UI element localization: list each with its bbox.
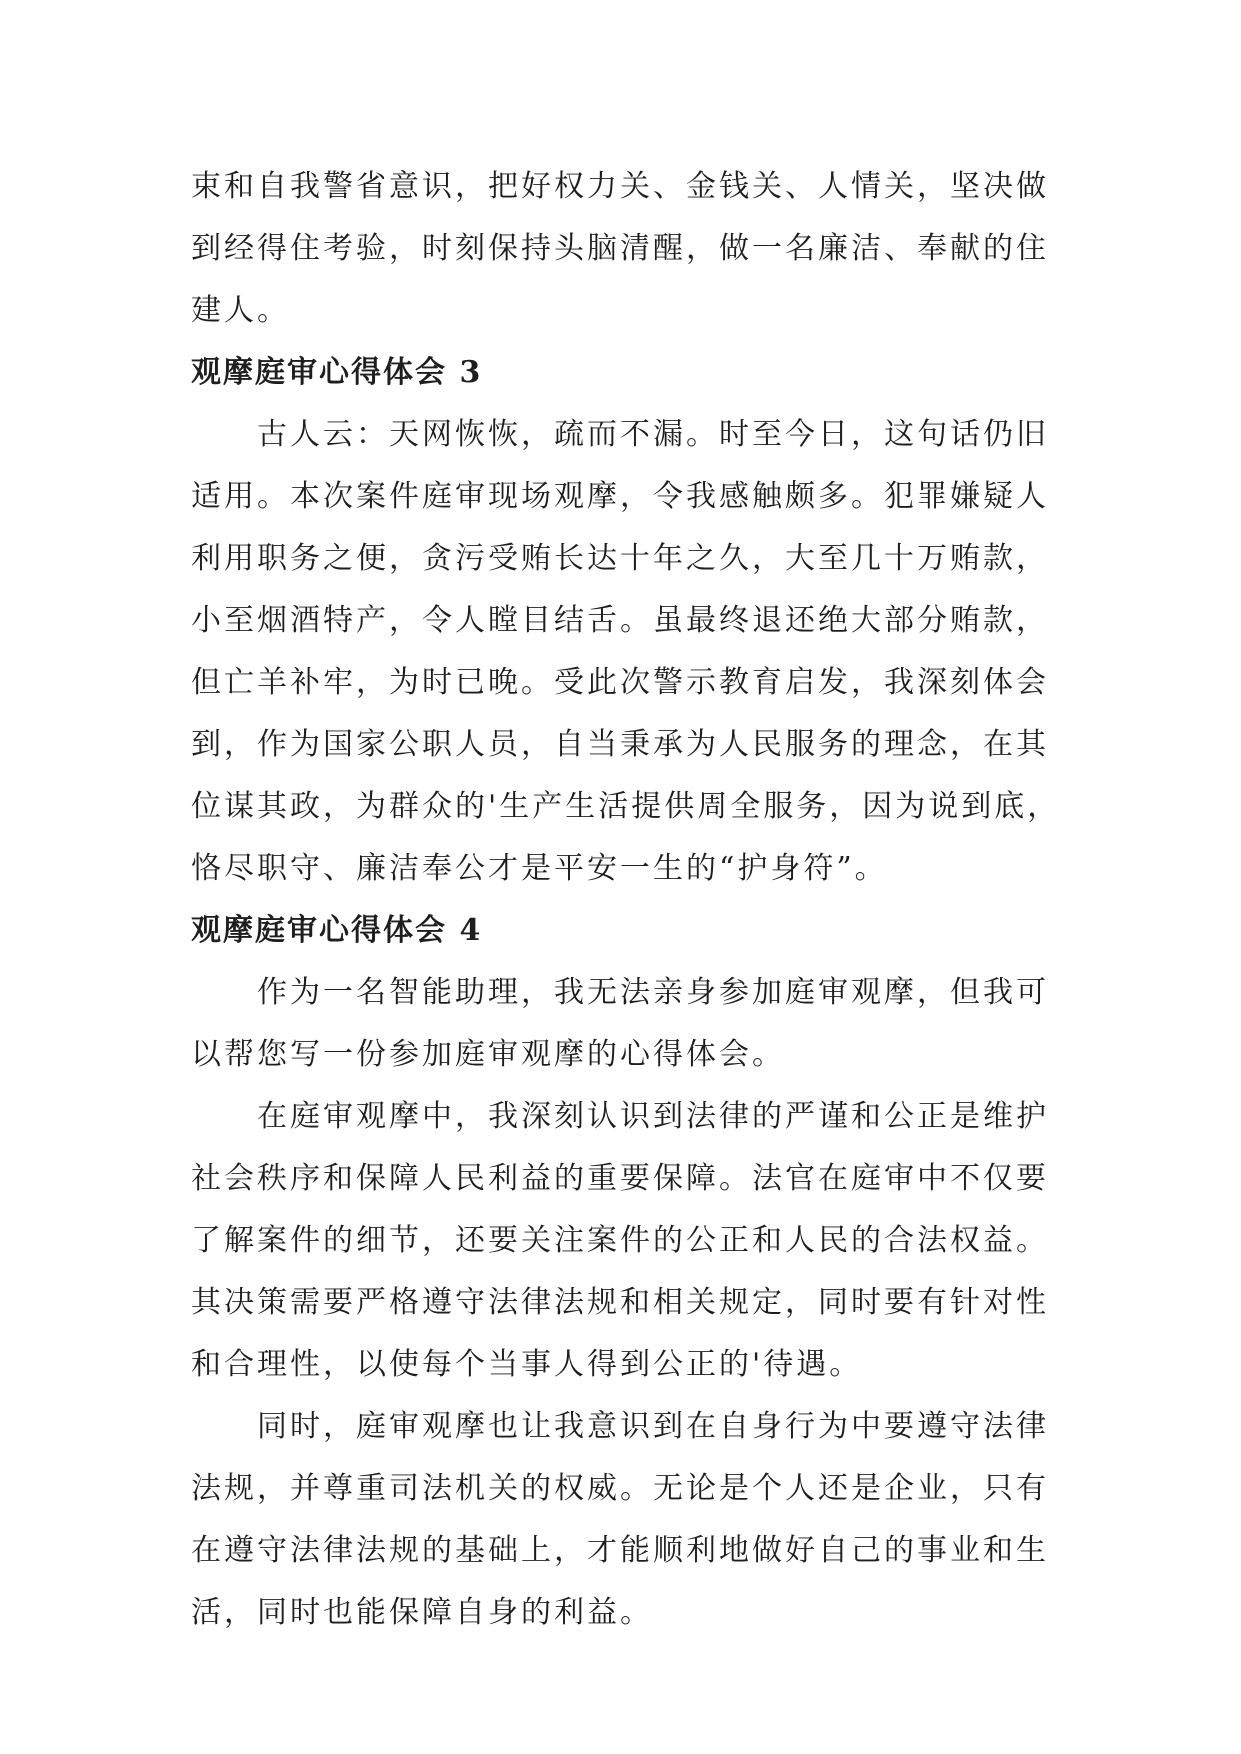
paragraph-line: 适用。本次案件庭审现场观摩，令我感触颇多。犯罪嫌疑人 [191, 479, 1049, 514]
section4-paragraph-2 [191, 1086, 1071, 1396]
document-body [191, 156, 1071, 1644]
paragraph-line: 社会秩序和保障人民利益的重要保障。法官在庭审中不仅要 [191, 1161, 1049, 1196]
continuation-paragraph [191, 156, 1071, 342]
paragraph-line: 作为一名智能助理，我无法亲身参加庭审观摩，但我可 [257, 975, 1049, 1010]
paragraph-line: 束和自我警省意识，把好权力关、金钱关、人情关，坚决做 [191, 169, 1049, 204]
paragraph-line: 建人。 [191, 293, 290, 328]
paragraph-line: 活，同时也能保障自身的利益。 [191, 1595, 653, 1630]
paragraph-line: 法规，并尊重司法机关的权威。无论是个人还是企业，只有 [191, 1471, 1049, 1506]
paragraph-line: 在庭审观摩中，我深刻认识到法律的严谨和公正是维护 [257, 1099, 1049, 1134]
paragraph-line: 位谋其政，为群众的'生产生活提供周全服务，因为说到底， [191, 789, 1061, 824]
paragraph-line: 但亡羊补牢，为时已晚。受此次警示教育启发，我深刻体会 [191, 665, 1049, 700]
paragraph-line: 古人云：天网恢恢，疏而不漏。时至今日，这句话仍旧 [257, 417, 1049, 452]
paragraph-line: 利用职务之便，贪污受贿长达十年之久，大至几十万贿款， [191, 541, 1049, 576]
paragraph-line: 在遵守法律法规的基础上，才能顺利地做好自己的事业和生 [191, 1533, 1049, 1568]
section4-paragraph-1 [191, 962, 1071, 1086]
paragraph-line: 以帮您写一份参加庭审观摩的心得体会。 [191, 1037, 785, 1072]
paragraph-line: 了解案件的细节，还要关注案件的公正和人民的合法权益。 [191, 1223, 1049, 1258]
paragraph-line: 到经得住考验，时刻保持头脑清醒，做一名廉洁、奉献的住 [191, 231, 1049, 266]
paragraph-line: 其决策需要严格遵守法律法规和相关规定，同时要有针对性 [191, 1285, 1049, 1320]
paragraph-line: 恪尽职守、廉洁奉公才是平安一生的“护身符”。 [191, 851, 888, 886]
section4-paragraph-3 [191, 1396, 1071, 1644]
paragraph-line: 到，作为国家公职人员，自当秉承为人民服务的理念，在其 [191, 727, 1049, 762]
paragraph-line: 同时，庭审观摩也让我意识到在自身行为中要遵守法律 [257, 1409, 1049, 1444]
paragraph-line: 小至烟酒特产，令人瞠目结舌。虽最终退还绝大部分贿款， [191, 603, 1049, 638]
paragraph-line: 和合理性，以使每个当事人得到公正的'待遇。 [191, 1347, 863, 1382]
section3-paragraph-1 [191, 404, 1071, 900]
section-heading-3: 观摩庭审心得体会 3 [191, 355, 483, 390]
section-heading-4: 观摩庭审心得体会 4 [191, 913, 483, 948]
